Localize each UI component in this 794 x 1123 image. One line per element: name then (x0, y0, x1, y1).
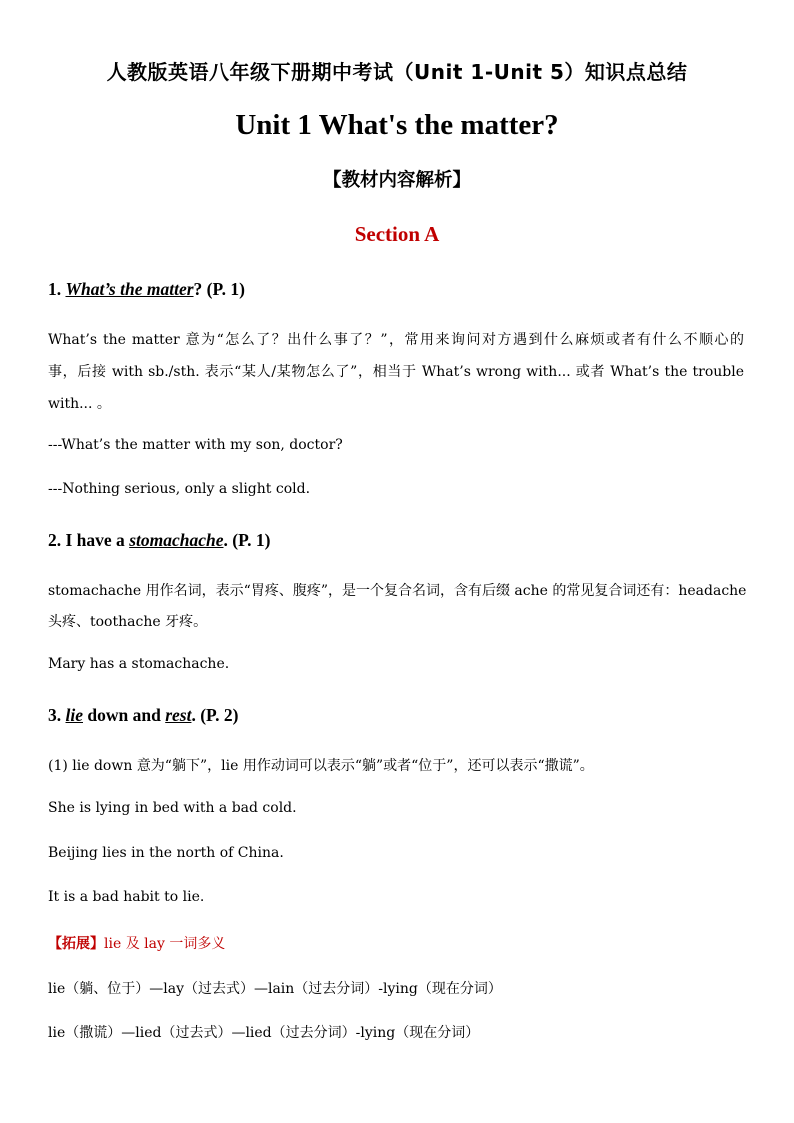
item-3-number: 3. (48, 705, 66, 725)
item-1-paragraph-line-3: with... 。 (48, 396, 111, 412)
item-3-forms-lie-untruth: lie（撒谎）—lied（过去式）—lied（过去分词）-lying（现在分词） (48, 1025, 480, 1041)
item-3-example-3: It is a bad habit to lie. (48, 889, 205, 905)
item-3-paragraph: (1) lie down 意为“躺下”，lie 用作动词可以表示“躺”或者“位于”，还可以表示“撒谎”。 (48, 758, 594, 774)
item-3-extension (48, 933, 225, 953)
item-1-paragraph-line-1: What’s the matter 意为“怎么了？出什么事了？”，常用来询问对方遇到什么麻烦或者有什么不顺心的 (48, 332, 744, 348)
item-3-middle: down and (83, 705, 166, 725)
item-3-heading (48, 705, 238, 726)
item-1-heading (48, 279, 245, 300)
item-2-keyword: stomachache (129, 530, 224, 550)
item-3-forms-lie-recline: lie（躺、位于）—lay（过去式）—lain（过去分词）-lying（现在分词） (48, 981, 502, 997)
item-2-example: Mary has a stomachache. (48, 656, 230, 672)
extension-label: 【拓展】 (48, 936, 104, 952)
section-heading: Section A (354, 222, 440, 246)
item-2-paragraph-line-1: stomachache 用作名词，表示“胃疼、腹疼”，是一个复合名词，含有后缀 ache 的常见复合词还有：headache (48, 583, 747, 599)
item-3-keyword-rest: rest (165, 705, 192, 725)
item-3-page-ref: . (P. 2) (191, 705, 239, 725)
item-1-number: 1. (48, 279, 66, 299)
item-1-page-ref: ? (P. 1) (193, 279, 245, 299)
item-1-keyword: What’s the matter (65, 279, 194, 299)
item-2-prefix: 2. I have a (48, 530, 130, 550)
content-analysis-heading: 【教材内容解析】 (322, 170, 471, 191)
unit-title: Unit 1 What's the matter? (235, 109, 559, 141)
item-2-heading (48, 530, 271, 551)
item-2-page-ref: . (P. 1) (223, 530, 271, 550)
document-title: 人教版英语八年级下册期中考试（Unit 1-Unit 5）知识点总结 (106, 60, 688, 84)
item-3-example-2: Beijing lies in the north of China. (48, 845, 284, 861)
item-1-example-answer: ---Nothing serious, only a slight cold. (48, 481, 311, 497)
extension-text: lie 及 lay 一词多义 (104, 936, 226, 952)
item-1-example-question: ---What’s the matter with my son, doctor? (48, 437, 343, 453)
item-2-paragraph-line-2: 头疼、toothache 牙疼。 (48, 614, 208, 630)
item-1-paragraph-line-2: 事，后接 with sb./sth. 表示“某人/某物怎么了”，相当于 What’s wrong with... 或者 What’s the trouble (48, 364, 744, 380)
item-3-keyword-lie: lie (65, 705, 83, 725)
item-3-example-1: She is lying in bed with a bad cold. (48, 800, 297, 816)
